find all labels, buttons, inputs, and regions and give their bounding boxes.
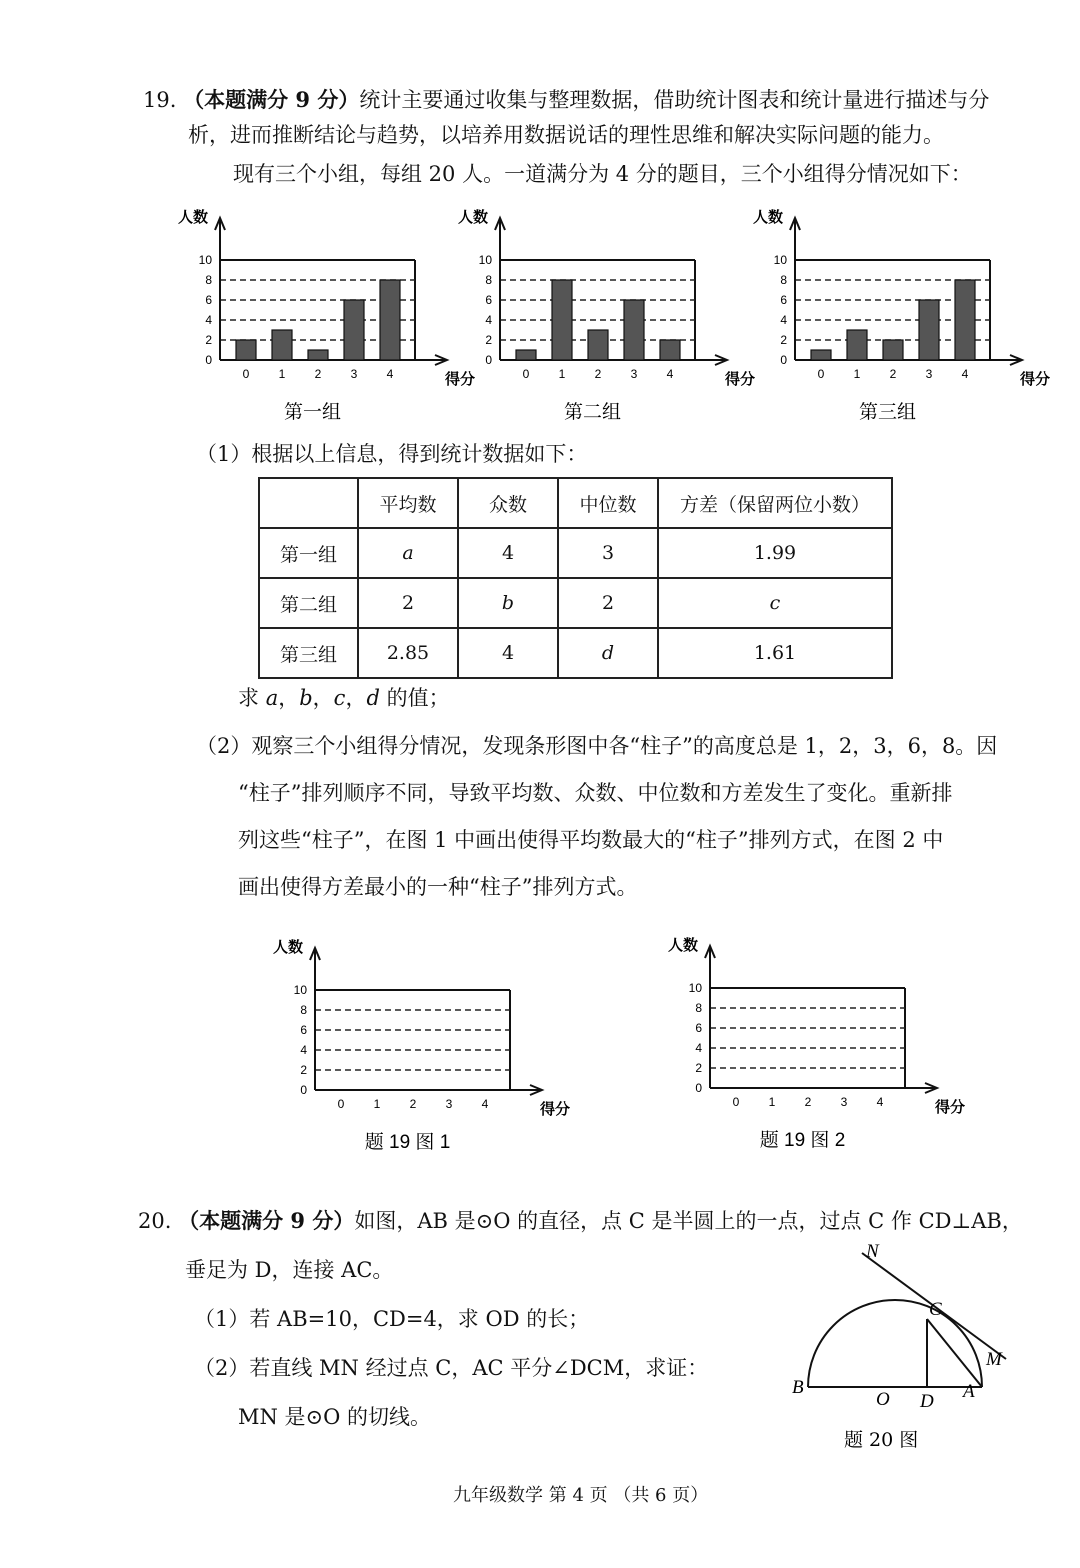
table-cell: 第一组: [259, 528, 358, 578]
q20-part2-line2: MN 是⊙O 的切线。: [238, 1405, 432, 1429]
table-cell: a: [358, 528, 458, 578]
bar: [236, 340, 256, 360]
q19-intro-line2: 析，进而推断结论与趋势，以培养用数据说话的理性思维和解决实际问题的能力。: [188, 123, 944, 147]
table-row: [259, 628, 892, 678]
q19-score-note: （本题满分 9 分）: [183, 87, 360, 112]
table-cell: c: [658, 578, 892, 628]
stats-table: [258, 477, 893, 679]
bar: [308, 350, 328, 360]
bar: [955, 280, 975, 360]
y-tick-label: 0: [300, 1083, 307, 1097]
bar: [847, 330, 867, 360]
y-tick-label: 0: [485, 353, 492, 367]
y-tick-label: 10: [478, 253, 492, 267]
q19-part2-line4: 画出使得方差最小的一种“柱子”排列方式。: [238, 875, 638, 899]
y-tick-label: 6: [300, 1023, 307, 1037]
y-tick-label: 2: [300, 1063, 307, 1077]
label-d: D: [920, 1391, 934, 1412]
x-tick-label: 0: [732, 1095, 740, 1109]
q20-number: 20.: [138, 1209, 172, 1233]
table-row: [259, 578, 892, 628]
table-cell: 第三组: [259, 628, 358, 678]
x-tick-label: 2: [409, 1097, 417, 1111]
bar: [660, 340, 680, 360]
table-cell: 第二组: [259, 578, 358, 628]
table-header-cell: 方差（保留两位小数）: [658, 478, 892, 528]
q20-part1: （1）若 AB=10，CD=4，求 OD 的长；: [194, 1307, 590, 1331]
y-tick-label: 8: [205, 273, 212, 287]
label-m: M: [986, 1349, 1002, 1370]
x-tick-label: 2: [314, 367, 322, 381]
y-tick-label: 4: [485, 313, 492, 327]
figure-20: [780, 1235, 1030, 1465]
x-tick-label: 3: [445, 1097, 453, 1111]
x-tick-label: 3: [925, 367, 933, 381]
x-tick-label: 1: [278, 367, 286, 381]
y-axis-label: 人数: [458, 209, 489, 226]
bar: [552, 280, 572, 360]
label-b: B: [792, 1377, 804, 1398]
var-a: a: [265, 686, 279, 710]
table-row: [259, 528, 892, 578]
x-tick-label: 1: [373, 1097, 381, 1111]
table-cell: 4: [458, 528, 558, 578]
x-tick-label: 4: [961, 367, 969, 381]
table-header-cell: [259, 478, 358, 528]
y-tick-label: 4: [205, 313, 212, 327]
y-tick-label: 2: [780, 333, 787, 347]
label-n: N: [866, 1241, 879, 1262]
chart-group-2: [450, 200, 756, 430]
y-tick-label: 10: [293, 983, 307, 997]
q19-intro-line1: 统计主要通过收集与整理数据，借助统计图表和统计量进行描述与分: [359, 88, 990, 112]
y-axis-label: 人数: [668, 937, 699, 954]
bar: [919, 300, 939, 360]
y-axis-label: 人数: [178, 209, 209, 226]
q19-intro-line3: 现有三个小组，每组 20 人。一道满分为 4 分的题目，三个小组得分情况如下：: [233, 162, 972, 186]
table-cell: 4: [458, 628, 558, 678]
x-tick-label: 4: [876, 1095, 884, 1109]
q19-part2-line1: （2）观察三个小组得分情况，发现条形图中各“柱子”的高度总是 1，2，3，6，8。因: [196, 734, 998, 758]
bar: [344, 300, 364, 360]
y-tick-label: 2: [695, 1061, 702, 1075]
y-axis-label: 人数: [273, 939, 304, 956]
y-tick-label: 4: [300, 1043, 307, 1057]
table-cell: 2.85: [358, 628, 458, 678]
x-tick-label: 4: [481, 1097, 489, 1111]
y-tick-label: 2: [485, 333, 492, 347]
y-tick-label: 0: [695, 1081, 702, 1095]
x-tick-label: 2: [889, 367, 897, 381]
chart-title: 题 19 图 1: [364, 1132, 451, 1153]
table-header-cell: 平均数: [358, 478, 458, 528]
q20-line1-text: 如图，AB 是⊙O 的直径，点 C 是半圆上的一点，过点 C 作 CD⊥AB，: [354, 1209, 1023, 1233]
bar: [516, 350, 536, 360]
chart-group-1: [170, 200, 476, 430]
label-a: A: [963, 1381, 975, 1402]
y-axis-label: 人数: [753, 209, 784, 226]
x-tick-label: 4: [386, 367, 394, 381]
bar: [883, 340, 903, 360]
y-tick-label: 0: [205, 353, 212, 367]
y-tick-label: 8: [695, 1001, 702, 1015]
x-tick-label: 3: [840, 1095, 848, 1109]
label-c: C: [929, 1299, 942, 1320]
table-header-row: [259, 478, 892, 528]
y-tick-label: 2: [205, 333, 212, 347]
y-tick-label: 0: [780, 353, 787, 367]
chart-title: 第三组: [858, 402, 917, 423]
figure-20-caption: 题 20 图: [844, 1429, 919, 1451]
table-cell: d: [558, 628, 658, 678]
q20-score-note: （本题满分 9 分）: [178, 1208, 355, 1233]
x-axis-label: 得分: [1020, 371, 1051, 388]
var-d: d: [366, 686, 380, 710]
x-tick-label: 1: [558, 367, 566, 381]
y-tick-label: 6: [695, 1021, 702, 1035]
y-tick-label: 10: [198, 253, 212, 267]
q20-line1: [138, 1207, 1023, 1235]
x-tick-label: 1: [853, 367, 861, 381]
x-tick-label: 1: [768, 1095, 776, 1109]
label-o: O: [876, 1389, 890, 1410]
chart-figure-1: [265, 930, 575, 1170]
q19-part2-line2: “柱子”排列顺序不同，导致平均数、众数、中位数和方差发生了变化。重新排: [238, 781, 953, 805]
table-cell: b: [458, 578, 558, 628]
x-axis-label: 得分: [445, 371, 476, 388]
x-tick-label: 0: [522, 367, 530, 381]
table-header-cell: 中位数: [558, 478, 658, 528]
bar: [624, 300, 644, 360]
var-c: c: [333, 686, 346, 710]
x-tick-label: 3: [350, 367, 358, 381]
table-cell: 2: [358, 578, 458, 628]
y-tick-label: 10: [773, 253, 787, 267]
q19-line1: [143, 86, 989, 114]
x-tick-label: 0: [242, 367, 250, 381]
y-tick-label: 4: [780, 313, 787, 327]
q20-part2-line1: （2）若直线 MN 经过点 C，AC 平分∠DCM，求证：: [194, 1356, 709, 1380]
y-tick-label: 8: [780, 273, 787, 287]
y-tick-label: 8: [485, 273, 492, 287]
bar: [588, 330, 608, 360]
bar: [811, 350, 831, 360]
y-tick-label: 6: [485, 293, 492, 307]
segment-ac: [927, 1319, 982, 1387]
q20-line2: 垂足为 D，连接 AC。: [185, 1258, 394, 1282]
x-tick-label: 3: [630, 367, 638, 381]
task-prefix: 求: [238, 686, 266, 710]
bar: [272, 330, 292, 360]
x-tick-label: 4: [666, 367, 674, 381]
chart-figure-2: [660, 928, 970, 1168]
table-cell: 1.61: [658, 628, 892, 678]
x-tick-label: 2: [594, 367, 602, 381]
chart-title: 第一组: [283, 402, 342, 423]
chart-group-3: [745, 200, 1051, 430]
q19-number: 19.: [143, 88, 177, 112]
chart-title: 第二组: [563, 402, 622, 423]
y-tick-label: 10: [688, 981, 702, 995]
y-tick-label: 8: [300, 1003, 307, 1017]
table-cell: 3: [558, 528, 658, 578]
x-tick-label: 0: [817, 367, 825, 381]
x-axis-label: 得分: [725, 371, 756, 388]
x-tick-label: 0: [337, 1097, 345, 1111]
y-tick-label: 6: [205, 293, 212, 307]
y-tick-label: 6: [780, 293, 787, 307]
var-b: b: [299, 686, 313, 710]
task-suffix: 的值；: [379, 686, 450, 710]
semicircle-arc: [808, 1300, 982, 1387]
bar: [380, 280, 400, 360]
page-footer: 九年级数学 第 4 页 （共 6 页）: [453, 1485, 709, 1506]
chart-title: 题 19 图 2: [759, 1130, 846, 1151]
table-header-cell: 众数: [458, 478, 558, 528]
table-cell: 1.99: [658, 528, 892, 578]
y-tick-label: 4: [695, 1041, 702, 1055]
q19-part2-line3: 列这些“柱子”，在图 1 中画出使得平均数最大的“柱子”排列方式，在图 2 中: [238, 828, 944, 852]
q19-part1-label: （1）根据以上信息，得到统计数据如下：: [196, 442, 588, 466]
table-cell: 2: [558, 578, 658, 628]
x-tick-label: 2: [804, 1095, 812, 1109]
q19-part1-task: 求 a，b，c，d 的值；: [238, 686, 450, 710]
x-axis-label: 得分: [935, 1099, 966, 1116]
x-axis-label: 得分: [540, 1101, 571, 1118]
